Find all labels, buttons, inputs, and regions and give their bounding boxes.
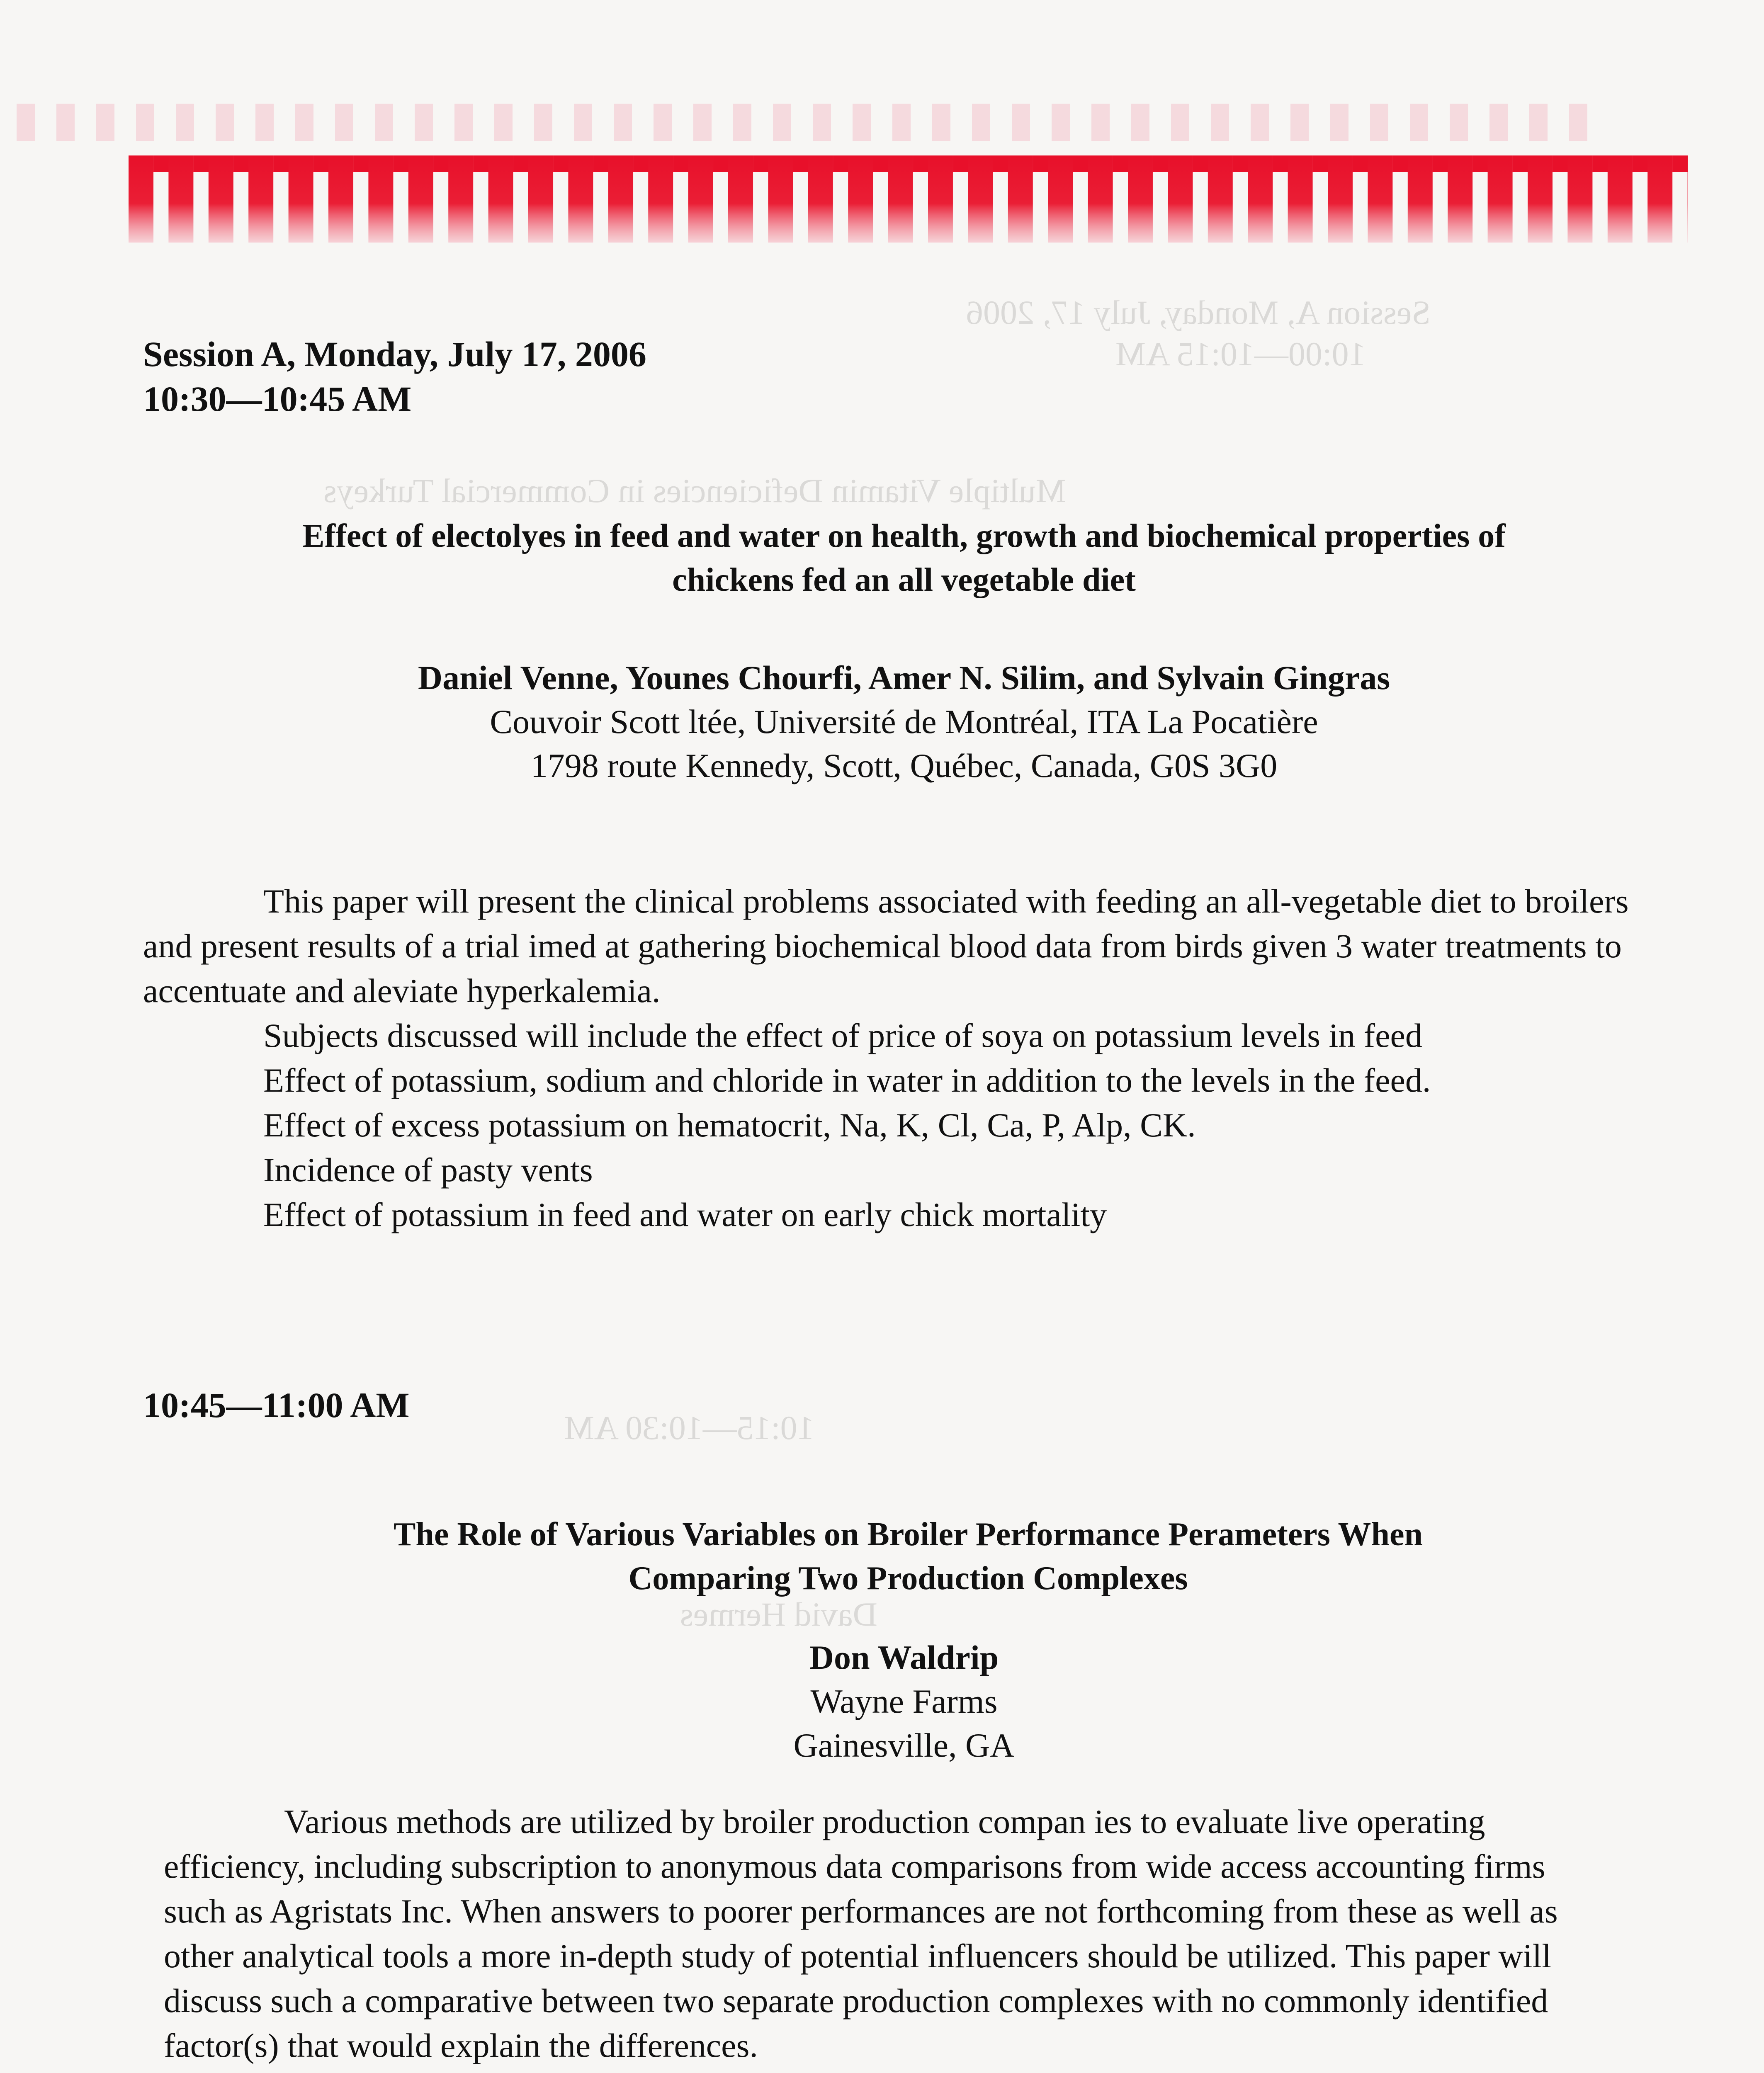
- abstract-paragraph: This paper will present the clinical problems associated with feeding an all-vegetable diet to broilers and present results of a trial imed at gathering biochemical blood data from birds given 3 water treatments to accentuate and aleviate hyperkalemia.: [143, 882, 1629, 1010]
- bleed-through-text: Multiple Vitamin Deficiencies in Commercial Turkeys: [323, 472, 1066, 510]
- header-banner: [129, 155, 1688, 243]
- affiliation: Wayne Farms: [810, 1682, 998, 1720]
- session-header: [143, 332, 646, 421]
- topic-item: Effect of potassium in feed and water on early chick mortality: [263, 1196, 1107, 1233]
- abstract-body-1: [143, 879, 1677, 1237]
- bleed-through-text: 10:15—10:30 AM: [564, 1409, 814, 1447]
- address: 1798 route Kennedy, Scott, Québec, Canada, G0S 3G0: [530, 747, 1278, 784]
- abstract-title-1: [166, 514, 1642, 602]
- topic-item: Effect of excess potassium on hematocrit, Na, K, Cl, Ca, P, Alp, CK.: [263, 1106, 1196, 1144]
- abstract-title-line: Effect of electolyes in feed and water on health, growth and biochemical properties of: [302, 518, 1506, 554]
- bleed-through-text: 10:00—10:15 AM: [1115, 335, 1366, 373]
- abstract-title-line: chickens fed an all vegetable diet: [672, 562, 1136, 598]
- abstract-title-line: The Role of Various Variables on Broiler Performance Perameters When: [394, 1516, 1423, 1553]
- topic-item: Subjects discussed will include the effect of price of soya on potassium levels in feed: [263, 1017, 1422, 1054]
- ghost-banner: [17, 95, 1609, 153]
- time-slot-2: 10:45—11:00 AM: [143, 1385, 410, 1425]
- abstract-title-2: [224, 1512, 1592, 1600]
- author-block-2: [166, 1636, 1642, 1767]
- abstract-title-line: Comparing Two Production Complexes: [628, 1560, 1188, 1597]
- topic-item: Effect of potassium, sodium and chloride in water in addition to the levels in the feed.: [263, 1061, 1431, 1099]
- affiliation: Couvoir Scott ltée, Université de Montréal, ITA La Pocatière: [490, 703, 1318, 740]
- topic-item: Incidence of pasty vents: [263, 1151, 593, 1189]
- abstract-paragraph: Various methods are utilized by broiler production compan ies to evaluate live operating efficiency, including subscription to anonymous data comparisons from wide access accounting firms such as Agristats Inc. When answers to poorer performances are not forthcoming from these as well as other analytical tools a more in-depth study of potential influencers should be utilized. This paper will discuss such a comparative between two separate production complexes with no commonly identified factor(s) that would explain the differences.: [164, 1803, 1558, 2064]
- bleed-through-text: Session A, Monday, July 17, 2006: [966, 294, 1431, 331]
- authors: Daniel Venne, Younes Chourfi, Amer N. Silim, and Sylvain Gingras: [418, 659, 1390, 697]
- bleed-through-text: David Hermes: [680, 1595, 877, 1633]
- session-time: 10:30—10:45 AM: [143, 379, 412, 419]
- authors: Don Waldrip: [809, 1638, 999, 1676]
- session-title: Session A, Monday, July 17, 2006: [143, 334, 646, 374]
- topic-list: [143, 1013, 1677, 1237]
- address: Gainesville, GA: [793, 1726, 1015, 1764]
- author-block-1: [166, 656, 1642, 788]
- abstract-body-2: [164, 1799, 1607, 2068]
